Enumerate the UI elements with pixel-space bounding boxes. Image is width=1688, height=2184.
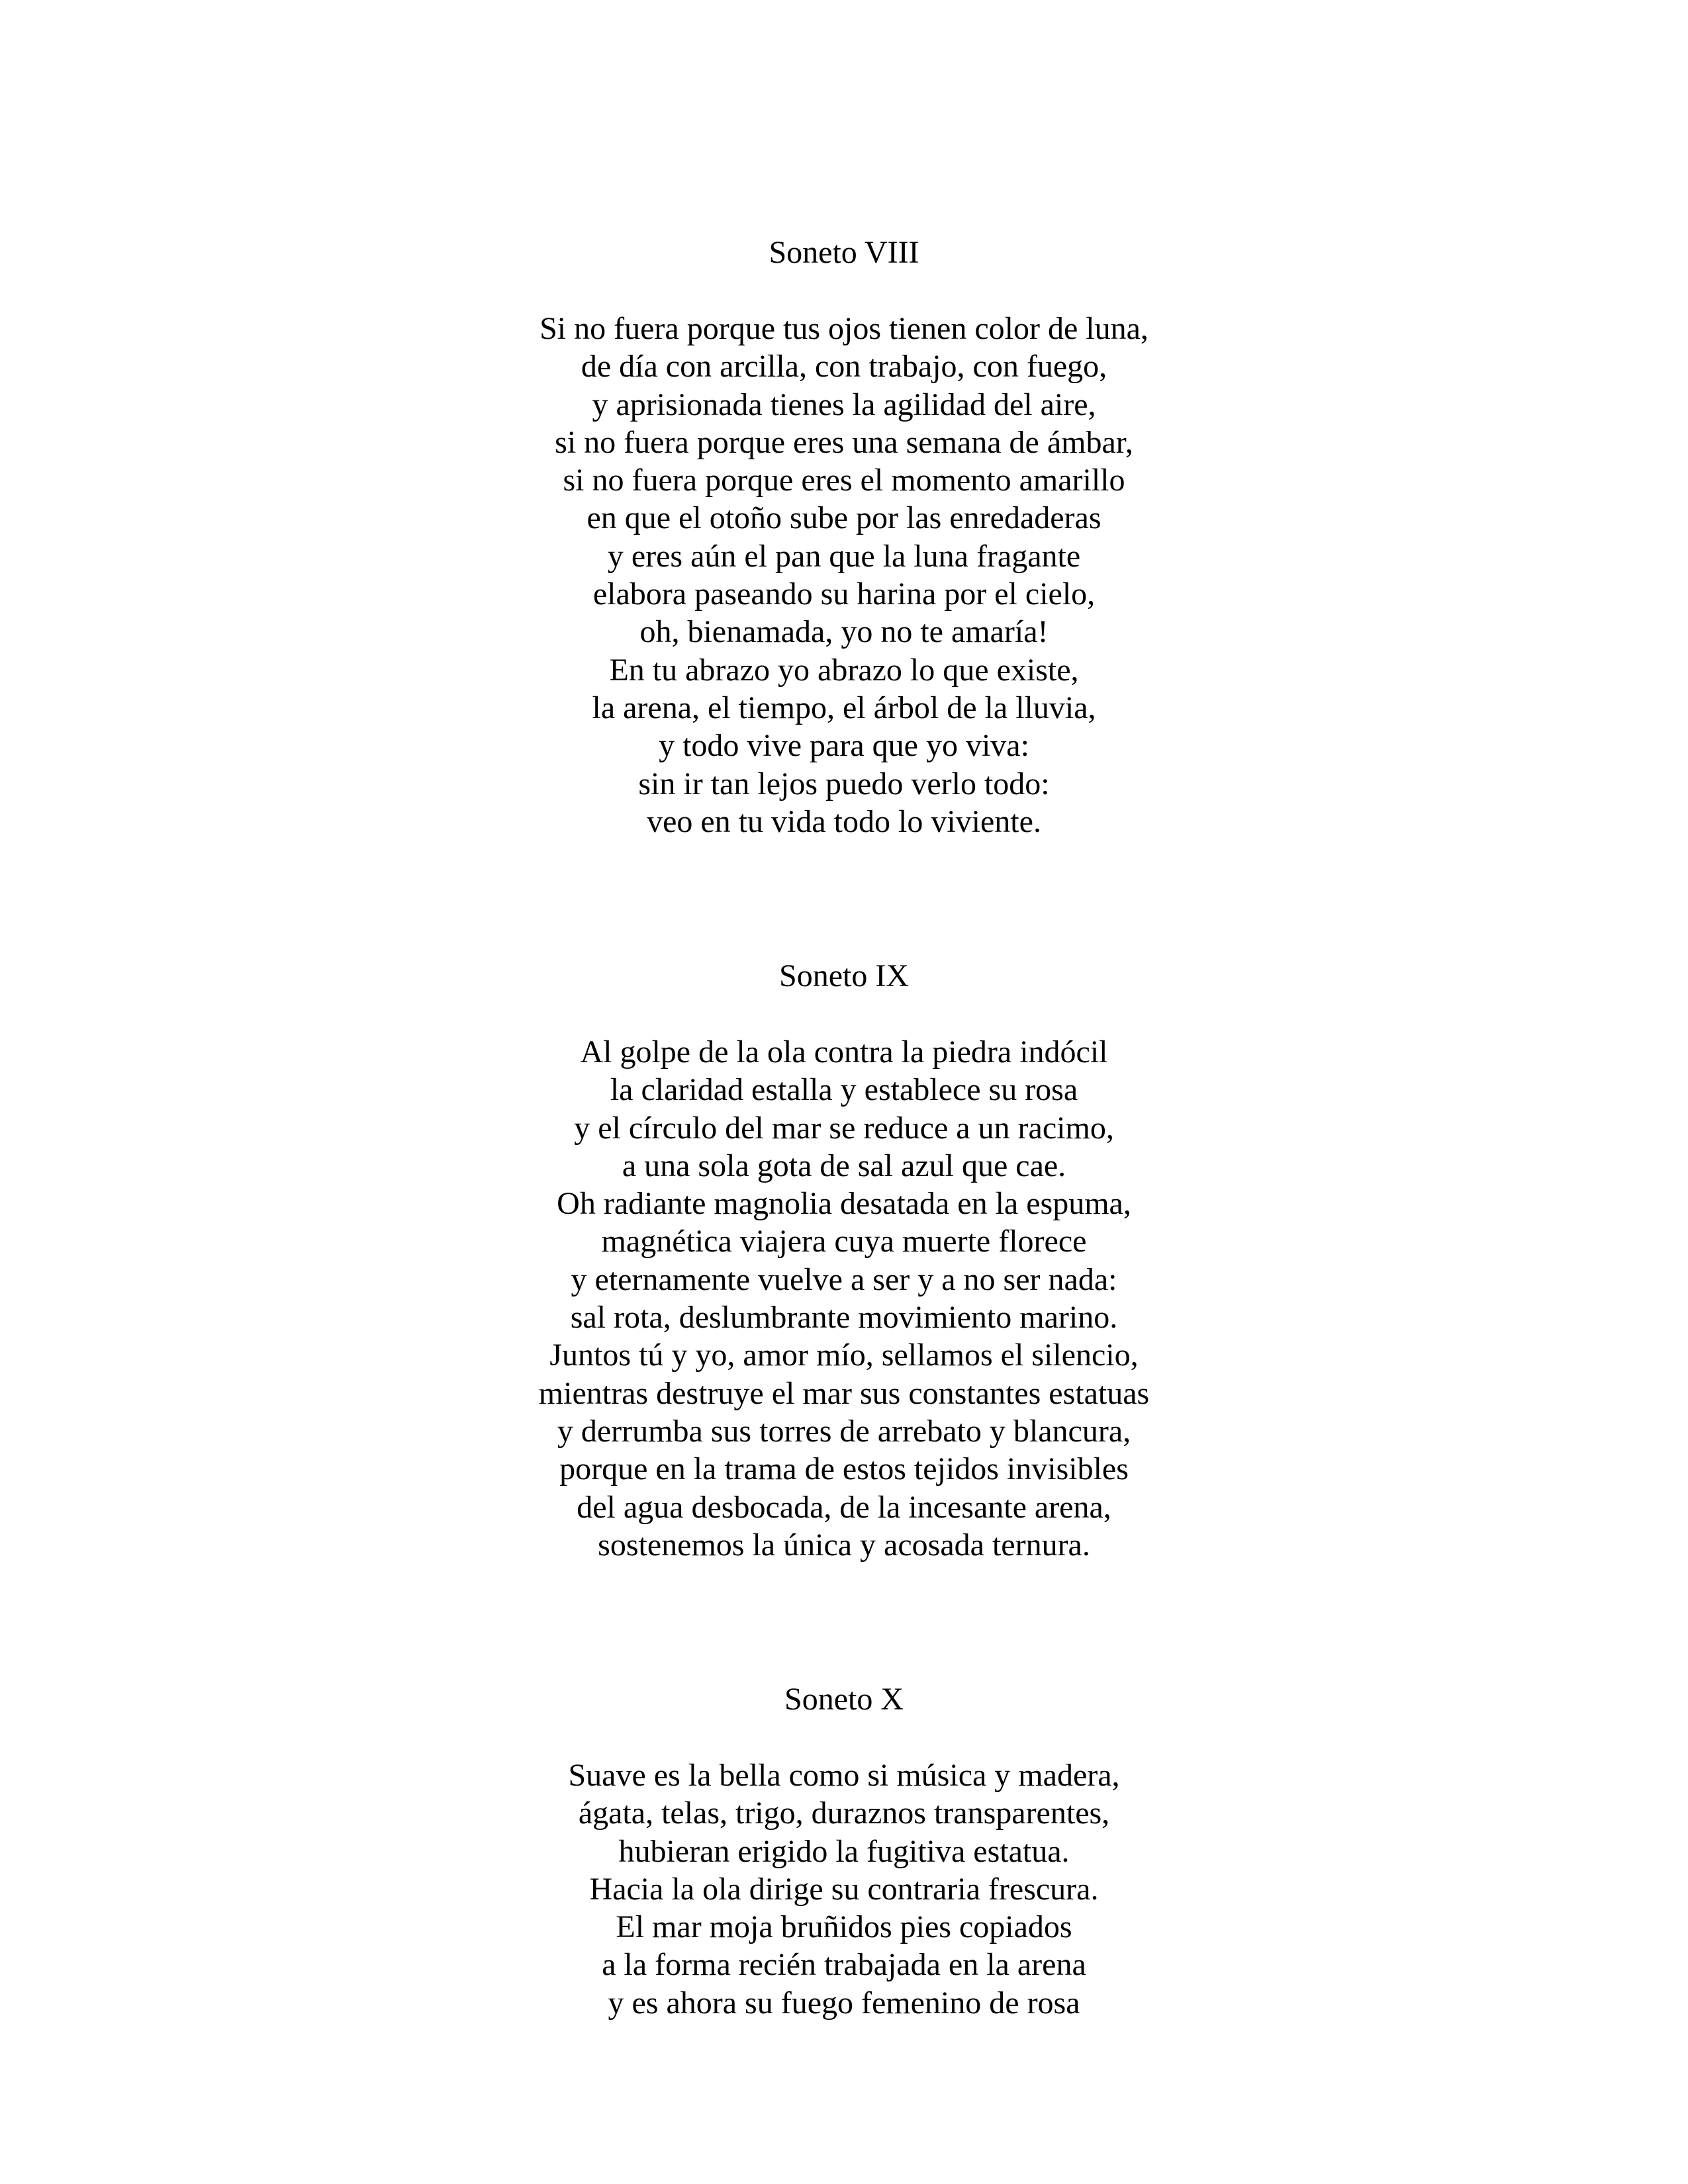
verse-line: de día con arcilla, con trabajo, con fuego, xyxy=(581,349,1107,385)
verse-line: sal rota, deslumbrante movimiento marino. xyxy=(570,1300,1118,1336)
sonnet-ix xyxy=(0,957,1688,1564)
verse-line: y es ahora su fuego femenino de rosa xyxy=(608,1985,1080,2021)
verse-line: Juntos tú y yo, amor mío, sellamos el silencio, xyxy=(549,1338,1139,1373)
verse-line: ágata, telas, trigo, duraznos transparentes, xyxy=(578,1796,1110,1831)
verse-line: oh, bienamada, yo no te amaría! xyxy=(639,614,1049,650)
verse-line: Hacia la ola dirige su contraria frescura. xyxy=(589,1871,1099,1907)
verse-line: porque en la trama de estos tejidos invisibles xyxy=(559,1451,1129,1487)
verse-line: magnética viajera cuya muerte florece xyxy=(601,1224,1087,1259)
verse-line: En tu abrazo yo abrazo lo que existe, xyxy=(609,652,1079,688)
sonnet-verses xyxy=(0,1756,1688,2022)
sonnet-x xyxy=(0,1680,1688,2022)
verse-line: Al golpe de la ola contra la piedra indócil xyxy=(580,1034,1108,1069)
verse-line: la claridad estalla y establece su rosa xyxy=(610,1072,1078,1108)
sonnet-viii xyxy=(0,234,1688,841)
verse-line: y eres aún el pan que la luna fragante xyxy=(607,538,1081,574)
sonnet-verses xyxy=(0,310,1688,841)
verse-line: Suave es la bella como si música y madera, xyxy=(568,1758,1120,1793)
verse-line: y el círculo del mar se reduce a un racimo, xyxy=(574,1110,1114,1146)
verse-line: del agua desbocada, de la incesante arena, xyxy=(577,1489,1111,1525)
verse-line: y derrumba sus torres de arrebato y blancura, xyxy=(557,1413,1131,1449)
verse-line: mientras destruye el mar sus constantes estatuas xyxy=(538,1375,1150,1411)
verse-line: Oh radiante magnolia desatada en la espuma, xyxy=(557,1186,1131,1222)
verse-line: si no fuera porque eres el momento amarillo xyxy=(563,463,1125,498)
verse-line: la arena, el tiempo, el árbol de la lluvia, xyxy=(592,690,1096,725)
sonnet-title: Soneto VIII xyxy=(769,235,919,270)
verse-line: en que el otoño sube por las enredaderas xyxy=(586,500,1102,536)
verse-line: Si no fuera porque tus ojos tienen color de luna, xyxy=(539,311,1149,346)
verse-line: y todo vive para que yo viva: xyxy=(659,728,1029,764)
verse-line: veo en tu vida todo lo viviente. xyxy=(647,803,1041,839)
sonnet-title: Soneto IX xyxy=(779,958,909,993)
verse-line: a la forma recién trabajada en la arena xyxy=(602,1947,1086,1983)
verse-line: y aprisionada tienes la agilidad del aire, xyxy=(592,387,1096,422)
sonnet-verses xyxy=(0,1033,1688,1564)
verse-line: si no fuera porque eres una semana de ámbar, xyxy=(555,424,1133,460)
verse-line: El mar moja bruñidos pies copiados xyxy=(616,1909,1072,1945)
verse-line: sostenemos la única y acosada ternura. xyxy=(598,1527,1090,1563)
verse-line: a una sola gota de sal azul que cae. xyxy=(622,1148,1066,1183)
verse-line: sin ir tan lejos puedo verlo todo: xyxy=(638,766,1050,801)
verse-line: hubieran erigido la fugitiva estatua. xyxy=(618,1833,1070,1869)
sonnet-title: Soneto X xyxy=(784,1682,904,1717)
verse-line: y eternamente vuelve a ser y a no ser nada: xyxy=(571,1261,1117,1297)
verse-line: elabora paseando su harina por el cielo, xyxy=(592,576,1096,612)
